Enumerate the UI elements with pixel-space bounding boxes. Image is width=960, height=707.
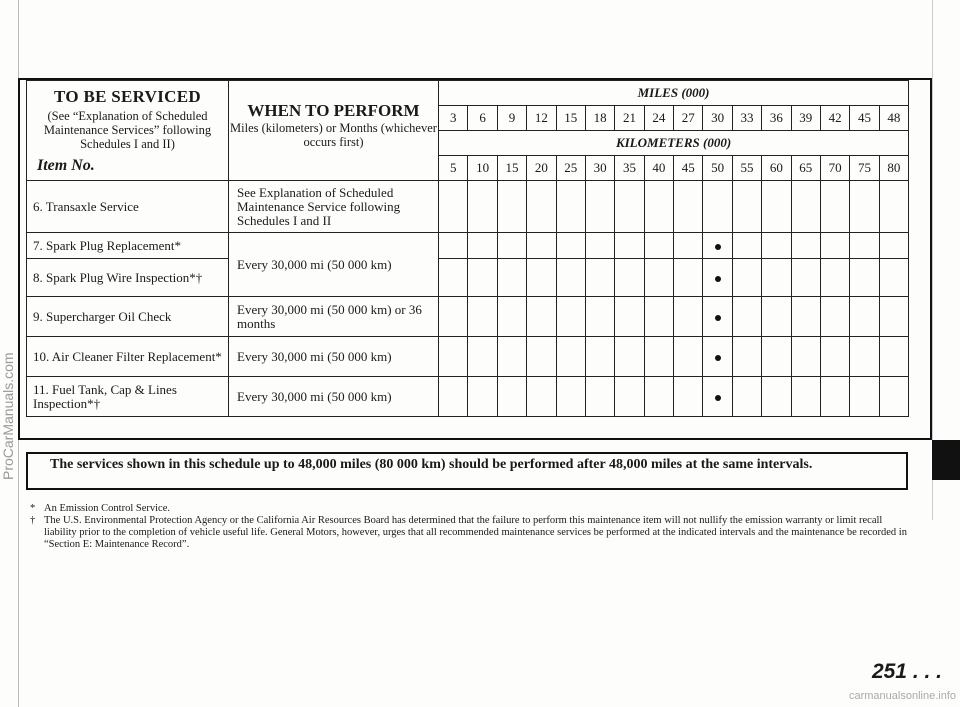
schedule-cell: [497, 181, 526, 233]
schedule-notice: The services shown in this schedule up to 48,000 miles (80 000 km) should be performed after 48,000 miles at the same intervals.: [26, 452, 908, 490]
schedule-cell: [527, 233, 556, 259]
schedule-cell: [879, 377, 909, 417]
miles-cell: 21: [615, 106, 644, 131]
service-due-dot-icon: [715, 276, 721, 282]
service-item: 7. Spark Plug Replacement*: [27, 233, 229, 259]
schedule-cell: [674, 377, 703, 417]
schedule-cell: [732, 233, 761, 259]
schedule-cell: [879, 259, 909, 297]
schedule-cell: [644, 377, 673, 417]
schedule-row: [27, 297, 909, 337]
schedule-cell: [762, 181, 791, 233]
schedule-cell: [439, 337, 468, 377]
schedule-cell: [850, 181, 879, 233]
schedule-cell: [703, 377, 732, 417]
footnote-mark: †: [30, 515, 36, 526]
kilometers-cell: 55: [732, 156, 761, 181]
schedule-cell: [556, 297, 585, 337]
schedule-cell: [674, 181, 703, 233]
kilometers-cell: 60: [762, 156, 791, 181]
schedule-cell: [850, 377, 879, 417]
schedule-cell: [556, 259, 585, 297]
schedule-row: [27, 233, 909, 259]
service-item: 6. Transaxle Service: [27, 181, 229, 233]
schedule-cell: [820, 377, 849, 417]
schedule-cell: [468, 337, 497, 377]
schedule-cell: [703, 233, 732, 259]
service-item: 11. Fuel Tank, Cap & Lines Inspection*†: [27, 377, 229, 417]
schedule-cell: [556, 181, 585, 233]
schedule-cell: [468, 181, 497, 233]
when-to-perform-subtitle: Miles (kilometers) or Months (whichever occurs first): [230, 121, 437, 149]
schedule-cell: [791, 377, 820, 417]
to-be-serviced-title: TO BE SERVICED: [54, 87, 201, 106]
schedule-cell: [585, 259, 614, 297]
schedule-cell: [791, 259, 820, 297]
schedule-cell: [585, 337, 614, 377]
kilometers-cell: 70: [820, 156, 849, 181]
kilometers-cell: 40: [644, 156, 673, 181]
header-row-miles-band: [27, 81, 909, 106]
schedule-cell: [850, 297, 879, 337]
schedule-cell: [703, 337, 732, 377]
schedule-cell: [644, 181, 673, 233]
schedule-cell: [732, 377, 761, 417]
schedule-cell: [674, 233, 703, 259]
service-interval: See Explanation of Scheduled Maintenance Service following Schedules I and II: [229, 181, 439, 233]
schedule-cell: [497, 297, 526, 337]
to-be-serviced-header: [27, 81, 229, 181]
schedule-cell: [879, 297, 909, 337]
footnote-mark: *: [30, 503, 36, 514]
schedule-cell: [527, 259, 556, 297]
miles-cell: 12: [527, 106, 556, 131]
schedule-cell: [850, 259, 879, 297]
kilometers-cell: 75: [850, 156, 879, 181]
service-due-dot-icon: [715, 395, 721, 401]
schedule-cell: [497, 337, 526, 377]
schedule-cell: [585, 377, 614, 417]
schedule-cell: [644, 297, 673, 337]
schedule-cell: [732, 181, 761, 233]
schedule-cell: [497, 377, 526, 417]
schedule-cell: [791, 297, 820, 337]
schedule-cell: [439, 233, 468, 259]
miles-cell: 33: [732, 106, 761, 131]
schedule-cell: [762, 259, 791, 297]
miles-cell: 18: [585, 106, 614, 131]
schedule-cell: [762, 377, 791, 417]
service-interval: Every 30,000 mi (50 000 km): [229, 233, 439, 297]
source-credit: carmanualsonline.info: [848, 690, 956, 702]
kilometers-cell: 80: [879, 156, 909, 181]
kilometers-cell: 50: [703, 156, 732, 181]
when-to-perform-header: [229, 81, 439, 181]
schedule-cell: [820, 233, 849, 259]
see-explanation-note: (See “Explanation of Scheduled Maintenance Services” following Schedules I and II): [43, 109, 212, 151]
schedule-cell: [497, 233, 526, 259]
schedule-cell: [820, 181, 849, 233]
schedule-cell: [615, 181, 644, 233]
schedule-cell: [615, 233, 644, 259]
schedule-cell: [468, 377, 497, 417]
section-tab-marker: [932, 440, 960, 480]
schedule-cell: [497, 259, 526, 297]
miles-cell: 3: [439, 106, 468, 131]
schedule-cell: [820, 259, 849, 297]
schedule-cell: [732, 297, 761, 337]
schedule-cell: [468, 259, 497, 297]
miles-cell: 15: [556, 106, 585, 131]
schedule-cell: [791, 233, 820, 259]
schedule-cell: [820, 297, 849, 337]
schedule-cell: [762, 297, 791, 337]
schedule-cell: [527, 337, 556, 377]
schedule-cell: [674, 259, 703, 297]
schedule-cell: [556, 337, 585, 377]
service-interval: Every 30,000 mi (50 000 km): [229, 377, 439, 417]
schedule-cell: [850, 337, 879, 377]
service-due-dot-icon: [715, 355, 721, 361]
schedule-cell: [585, 233, 614, 259]
schedule-cell: [644, 337, 673, 377]
service-interval: Every 30,000 mi (50 000 km): [229, 337, 439, 377]
schedule-cell: [527, 297, 556, 337]
kilometers-cell: 45: [674, 156, 703, 181]
schedule-cell: [732, 259, 761, 297]
schedule-cell: [615, 377, 644, 417]
schedule-cell: [615, 297, 644, 337]
service-due-dot-icon: [715, 315, 721, 321]
schedule-cell: [468, 233, 497, 259]
schedule-cell: [585, 297, 614, 337]
miles-cell: 48: [879, 106, 909, 131]
miles-cell: 30: [703, 106, 732, 131]
schedule-cell: [439, 377, 468, 417]
schedule-cell: [762, 337, 791, 377]
service-item: 9. Supercharger Oil Check: [27, 297, 229, 337]
miles-cell: 45: [850, 106, 879, 131]
schedule-cell: [468, 297, 497, 337]
schedule-cell: [556, 377, 585, 417]
miles-cell: 27: [674, 106, 703, 131]
footnotes: [30, 503, 910, 551]
schedule-cell: [703, 181, 732, 233]
kilometers-band: KILOMETERS (000): [439, 131, 909, 156]
schedule-cell: [439, 297, 468, 337]
schedule-cell: [791, 181, 820, 233]
schedule-cell: [644, 233, 673, 259]
schedule-cell: [556, 233, 585, 259]
kilometers-cell: 65: [791, 156, 820, 181]
footnote-emission: [30, 503, 910, 515]
schedule-cell: [439, 181, 468, 233]
miles-cell: 24: [644, 106, 673, 131]
schedule-cell: [615, 337, 644, 377]
footnote-epa: [30, 515, 910, 551]
miles-cell: 42: [820, 106, 849, 131]
schedule-cell: [674, 297, 703, 337]
footnote-text: The U.S. Environmental Protection Agency or the California Air Resources Board has determined that the failure to perform this maintenance item will not nullify the emission warranty or limit recall liability prior to the completion of vehicle useful life. General Motors, however, urges that all recommended maintenance services be performed at the indicated intervals and the maintenance be recorded in “Section E: Maintenance Record”.: [44, 515, 907, 550]
service-due-dot-icon: [715, 244, 721, 250]
schedule-cell: [644, 259, 673, 297]
schedule-cell: [732, 337, 761, 377]
schedule-row: [27, 377, 909, 417]
schedule-cell: [527, 181, 556, 233]
schedule-cell: [527, 377, 556, 417]
miles-cell: 6: [468, 106, 497, 131]
maintenance-schedule-table: [26, 80, 909, 417]
miles-cell: 39: [791, 106, 820, 131]
schedule-row: [27, 181, 909, 233]
kilometers-cell: 25: [556, 156, 585, 181]
schedule-cell: [703, 259, 732, 297]
schedule-cell: [791, 337, 820, 377]
schedule-cell: [879, 233, 909, 259]
kilometers-cell: 20: [527, 156, 556, 181]
schedule-cell: [820, 337, 849, 377]
schedule-cell: [585, 181, 614, 233]
item-no-label: Item No.: [37, 157, 95, 174]
schedule-cell: [674, 337, 703, 377]
miles-cell: 9: [497, 106, 526, 131]
kilometers-cell: 35: [615, 156, 644, 181]
service-item: 10. Air Cleaner Filter Replacement*: [27, 337, 229, 377]
miles-band: MILES (000): [439, 81, 909, 106]
schedule-cell: [879, 181, 909, 233]
schedule-cell: [850, 233, 879, 259]
kilometers-cell: 30: [585, 156, 614, 181]
schedule-row: [27, 259, 909, 297]
page-number: 251 . . .: [871, 660, 942, 683]
schedule-row: [27, 337, 909, 377]
service-interval: Every 30,000 mi (50 000 km) or 36 months: [229, 297, 439, 337]
kilometers-cell: 5: [439, 156, 468, 181]
schedule-cell: [703, 297, 732, 337]
watermark: ProCarManuals.com: [0, 352, 16, 480]
schedule-cell: [762, 233, 791, 259]
schedule-cell: [879, 337, 909, 377]
kilometers-cell: 10: [468, 156, 497, 181]
miles-cell: 36: [762, 106, 791, 131]
footnote-text: An Emission Control Service.: [44, 503, 170, 514]
schedule-cell: [439, 259, 468, 297]
service-item: 8. Spark Plug Wire Inspection*†: [27, 259, 229, 297]
kilometers-cell: 15: [497, 156, 526, 181]
when-to-perform-title: WHEN TO PERFORM: [247, 101, 420, 120]
schedule-cell: [615, 259, 644, 297]
